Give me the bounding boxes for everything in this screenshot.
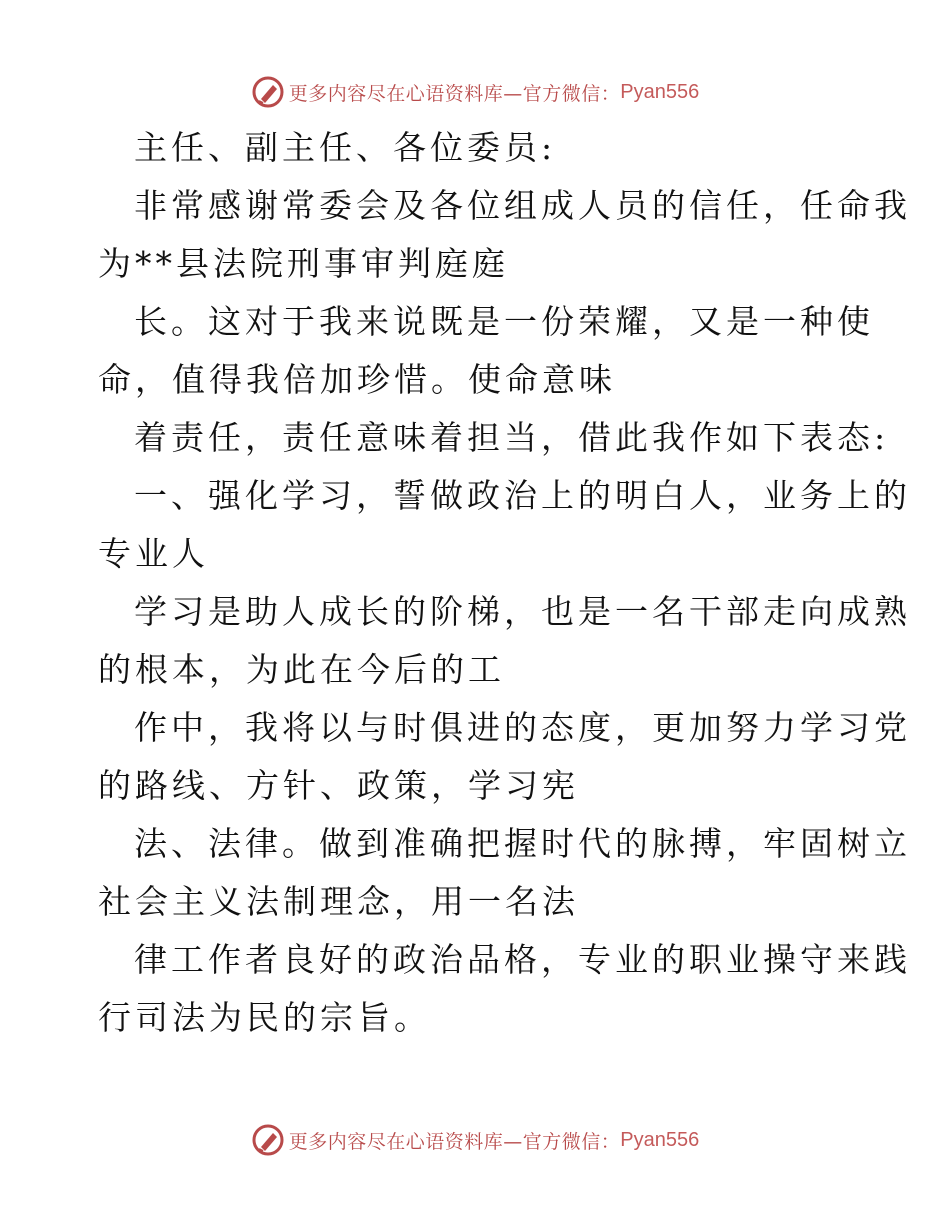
paragraph-line: 法、法律。做到准确把握时代的脉搏，牢固树立 — [134, 824, 911, 863]
banner-wechat-id: Pyan556 — [620, 80, 700, 103]
paragraph-line: 着责任，责任意味着担当，借此我作如下表态: — [134, 418, 890, 457]
section-heading: 专业人 — [98, 534, 209, 573]
paragraph-line: 为**县法院刑事审判庭庭 — [98, 244, 509, 283]
pen-logo-icon — [251, 75, 285, 109]
banner-text: 更多内容尽在心语资料库—官方微信： — [288, 82, 621, 105]
salutation: 主任、副主任、各位委员: — [134, 128, 557, 167]
paragraph-line: 非常感谢常委会及各位组成人员的信任，任命我 — [134, 186, 911, 225]
paragraph-line: 的路线、方针、政策，学习宪 — [98, 766, 579, 805]
paragraph-line: 的根本，为此在今后的工 — [98, 650, 505, 689]
footer-banner — [0, 1120, 950, 1160]
banner-text: 更多内容尽在心语资料库—官方微信： — [288, 1130, 621, 1153]
paragraph-line: 作中，我将以与时俱进的态度，更加努力学习党 — [134, 708, 911, 747]
pen-logo-icon — [251, 1123, 285, 1157]
section-heading: 一、强化学习，誓做政治上的明白人，业务上的 — [134, 476, 911, 515]
paragraph-line: 行司法为民的宗旨。 — [98, 998, 431, 1037]
paragraph-line: 长。这对于我来说既是一份荣耀，又是一种使 — [134, 302, 874, 341]
paragraph-line: 命，值得我倍加珍惜。使命意味 — [98, 360, 616, 399]
header-banner — [0, 72, 950, 112]
paragraph-line: 社会主义法制理念，用一名法 — [98, 882, 579, 921]
banner-wechat-id: Pyan556 — [620, 1128, 700, 1151]
paragraph-line: 律工作者良好的政治品格，专业的职业操守来践 — [134, 940, 911, 979]
paragraph-line: 学习是助人成长的阶梯，也是一名干部走向成熟 — [134, 592, 911, 631]
